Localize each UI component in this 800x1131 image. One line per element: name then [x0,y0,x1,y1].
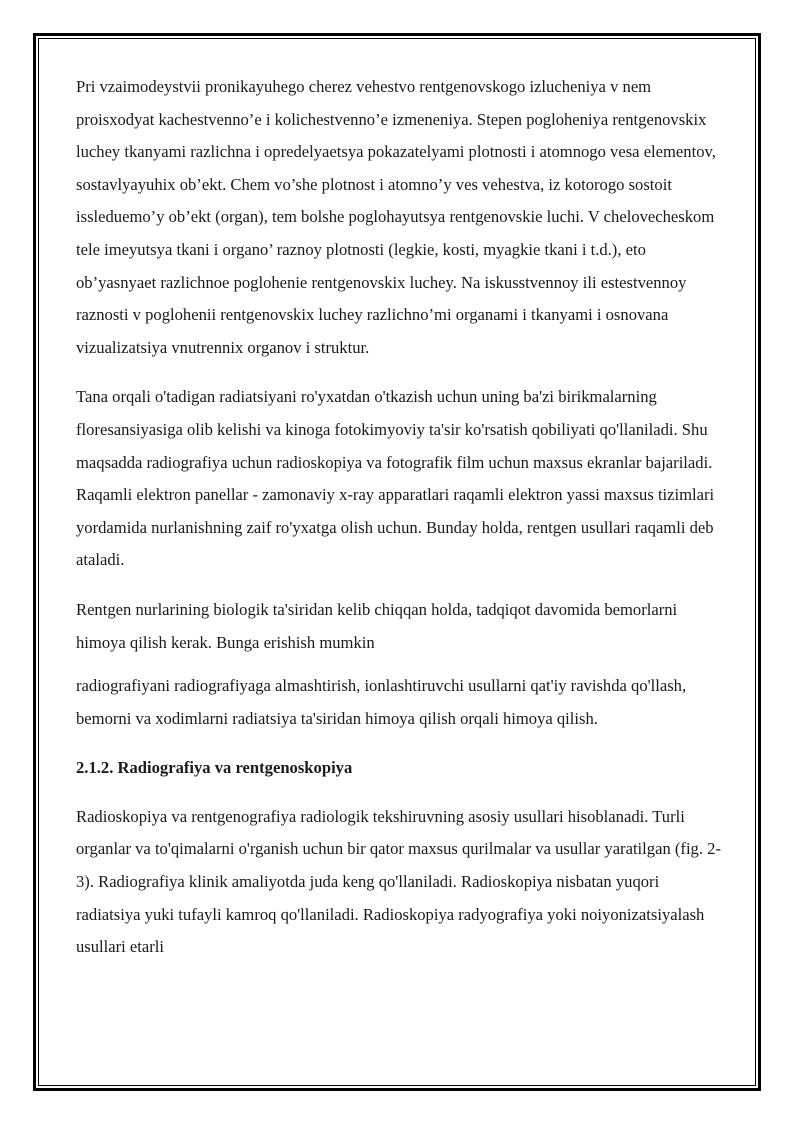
paragraph-protection-methods: radiografiyani radiografiyaga almashtirish, ionlashtiruvchi usullarni qat'iy ravishda qo'llash, bemorni va xodimlarni radiatsiya ta'siridan himoya qilish orqali himoya qilish. [76,676,687,728]
document-body [76,71,726,981]
paragraph-patient-protection: Rentgen nurlarining biologik ta'siridan kelib chiqqan holda, tadqiqot davomida bemorlarni himoya qilish kerak. Bunga erishish mumkin [76,599,678,652]
paragraph-radiation-registration: Tana orqali o'tadigan radiatsiyani ro'yxatdan o'tkazish uchun uning ba'zi birikmalarning floresansiyasiga olib kelishi va kinoga fotokimyoviy ta'sir ko'rsatish qobiliyati qo'llaniladi. Shu maqsadda radiografiya uchun radioskopiya va fotografik film uchun maxsus ekranlar bajariladi. Raqamli elektron panellar - zamonaviy x-ray apparatlari raqamli elektron yassi maxsus tizimlari yordamida nurlanishning zaif ro'yxatga olish uchun. Bunday holda, rentgen usullari raqamli deb ataladi. [76,387,715,570]
paragraph-xray-absorption: Pri vzaimodeystvii pronikayuhego cherez vehestvo rentgenovskogo izlucheniya v nem proisxodyat kachestvenno’e i kolichestvenno’e izmeneniya. Stepen pogloheniya rentgenovskix luchey tkanyami razlichna i opredelyaetsya pokazatelyami plotnosti i atomnogo vesa elementov, sostavlyayuhix ob’ekt. Chem vo’she plotnost i atomno’y ves vehestva, iz kotorogo sostoit issleduemo’y ob’ekt (organ), tem bolshe poglohayutsya rentgenovskie luchi. V chelovecheskom tele imeyutsya tkani i organo’ raznoy plotnosti (legkie, kosti, myagkie tkani i t.d.), eto ob’yasnyaet razlichnoe poglohenie rentgenovskix luchey. Na iskusstvennoy ili estestvennoy raznosti v poglohenii rentgenovskix luchey razlichno’mi organami i tkanyami i osnovana vizualizatsiya vnutrennix organov i struktur. [76,77,716,357]
section-heading: 2.1.2. Radiografiya va rentgenoskopiya [76,758,353,778]
paragraph-radioscopy-radiography: Radioskopiya va rentgenografiya radiologik tekshiruvning asosiy usullari hisoblanadi. Turli organlar va to'qimalarni o'rganish uchun bir qator maxsus qurilmalar va usullar yaratilgan (fig. 2-3). Radiografiya klinik amaliyotda juda keng qo'llaniladi. Radioskopiya nisbatan yuqori radiatsiya yuki tufayli kamroq qo'llaniladi. Radioskopiya radyografiya yoki noiyonizatsiyalash usullari etarli [76,806,721,957]
